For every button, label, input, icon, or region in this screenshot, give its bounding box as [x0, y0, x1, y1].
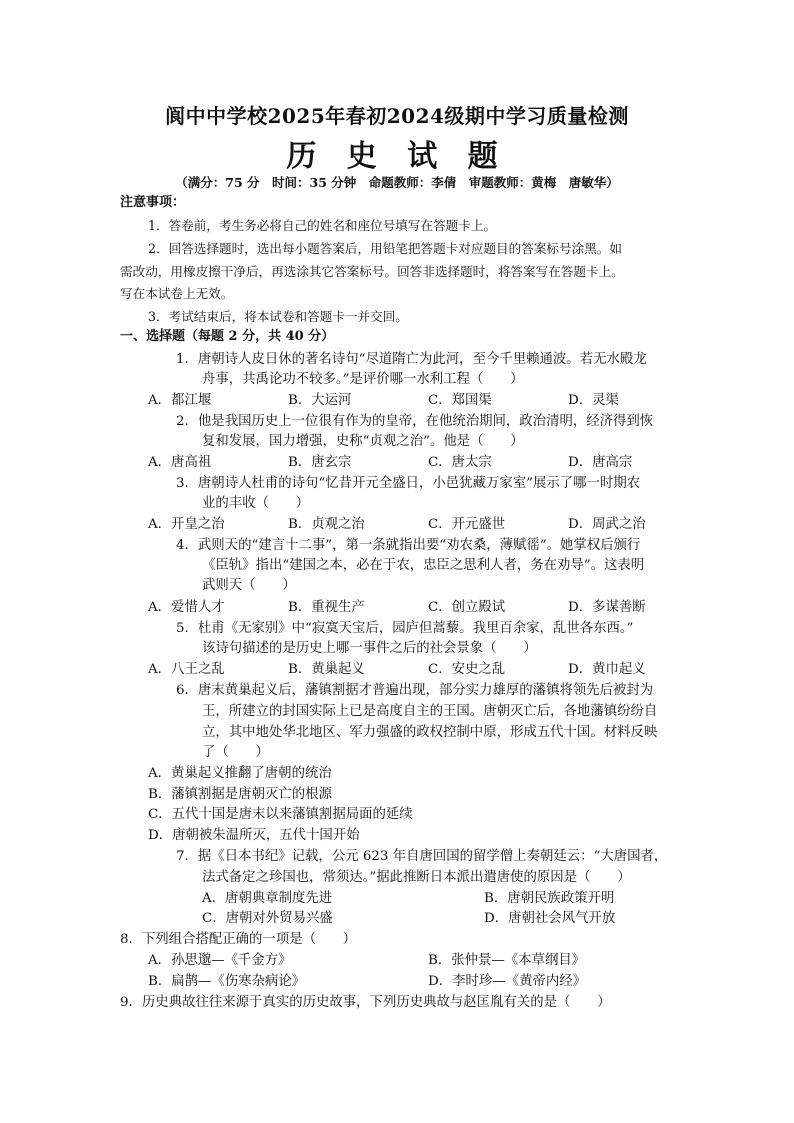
question-8-option-b[interactable]: B．张仲景—《本草纲目》 [428, 953, 586, 968]
question-3-stem-cont: 业的丰收（ ） [202, 496, 310, 511]
question-4-option-b[interactable]: B．重视生产 [288, 600, 365, 615]
question-7-option-d[interactable]: D．唐朝社会风气开放 [484, 911, 616, 926]
note-item-3: 3．考试结束后，将本试卷和答题卡一并交回。 [148, 309, 408, 324]
question-7-option-a[interactable]: A．唐朝典章制度先进 [202, 891, 333, 906]
question-6-option-b[interactable]: B．藩镇割据是唐朝灭亡的根源 [148, 787, 332, 802]
question-3-option-a[interactable]: A．开皇之治 [148, 517, 225, 532]
question-1-option-b[interactable]: B．大运河 [288, 393, 352, 408]
question-2-option-b[interactable]: B．唐玄宗 [288, 455, 352, 470]
question-1-option-a[interactable]: A．都江堰 [148, 393, 212, 408]
question-5-option-b[interactable]: B．黄巢起义 [288, 662, 365, 677]
question-6-stem-cont3: 了（ ） [202, 745, 269, 760]
question-7-option-c[interactable]: C．唐朝对外贸易兴盛 [202, 911, 333, 926]
school-exam-title: 阆中中学校2025年春初2024级期中学习质量检测 [165, 104, 629, 128]
question-8-option-d[interactable]: D．李时珍—《黄帝内经》 [428, 974, 587, 989]
question-3-option-d[interactable]: D．周武之治 [568, 517, 646, 532]
section-title: 一、选择题（每题 2 分，共 40 分） [120, 329, 335, 344]
question-5-stem-cont: 该诗句描述的是历史上哪一事件之后的社会景象（ ） [202, 641, 537, 656]
question-7-stem-cont: 法式备定之珍国也，常须达。”据此推断日本派出遣唐使的原因是（ ） [202, 870, 631, 885]
question-4-option-c[interactable]: C．创立殿试 [428, 600, 506, 615]
question-4-stem-cont2: 武则天（ ） [202, 578, 296, 593]
question-2-option-c[interactable]: C．唐太宗 [428, 455, 492, 470]
question-3-option-c[interactable]: C．开元盛世 [428, 517, 506, 532]
question-5-option-c[interactable]: C．安史之乱 [428, 662, 506, 677]
question-6-option-d[interactable]: D．唐朝被朱温所灭，五代十国开始 [148, 828, 360, 843]
question-4-stem-cont: 《臣轨》指出“建国之本，必在于农，忠臣之思利人者，务在劝导”。这表明 [202, 558, 645, 573]
question-4-option-d[interactable]: D．多谋善断 [568, 600, 646, 615]
question-6-stem-cont: 王，所建立的封国实际上已是高度自主的王国。唐朝灭亡后，各地藩镇纷纷自 [202, 704, 658, 719]
question-8-stem: 8．下列组合搭配正确的一项是（ ） [120, 932, 357, 947]
question-8-option-a[interactable]: A．孙思邈—《千金方》 [148, 953, 292, 968]
note-item-1: 1．答卷前，考生务必将自己的姓名和座位号填写在答题卡上。 [148, 218, 497, 233]
question-6-option-c[interactable]: C．五代十国是唐末以来藩镇割据局面的延续 [148, 807, 413, 822]
question-5-stem: 5．杜甫《无家别》中“寂寞天宝后，园庐但蒿藜。我里百余家，乱世各东西。” [176, 621, 634, 636]
question-7-stem: 7．据《日本书纪》记载，公元 623 年自唐回国的留学僧上奏朝廷云：“大唐国者， [176, 849, 668, 864]
question-4-stem: 4．武则天的“建言十二事”，第一条就指出要“劝农桑，薄赋徭”。她掌权后颁行 [176, 538, 641, 553]
notes-title: 注意事项： [120, 195, 186, 210]
subject-title: 历 史 试 题 [286, 139, 508, 174]
exam-meta-info: （满分：75 分 时间：35 分钟 命题教师：李倩 审题教师：黄梅 唐敏华） [175, 175, 619, 190]
question-2-stem: 2．他是我国历史上一位很有作为的皇帝，在他统治期间，政治清明，经济得到恢 [176, 414, 654, 429]
question-8-option-c[interactable]: B．扁鹊—《伤寒杂病论》 [148, 974, 306, 989]
note-item-2-cont: 需改动，用橡皮擦干净后，再选涂其它答案标号。回答非选择题时，将答案写在答题卡上。 [120, 264, 624, 279]
question-3-stem: 3．唐朝诗人杜甫的诗句“忆昔开元全盛日，小邑犹藏万家室”展示了哪一时期农 [176, 476, 641, 491]
question-6-stem: 6．唐末黄巢起义后，藩镇割据才普遍出现，部分实力雄厚的藩镇将领先后被封为 [176, 683, 654, 698]
note-item-2: 2．回答选择题时，选出每小题答案后，用铅笔把答题卡对应题目的答案标号涂黑。如 [148, 241, 622, 256]
question-5-option-a[interactable]: A．八王之乱 [148, 662, 225, 677]
question-1-stem-cont: 舟事，共禹论功不较多。”是评价哪一水利工程（ ） [202, 372, 524, 387]
question-4-option-a[interactable]: A．爱惜人才 [148, 600, 225, 615]
question-6-stem-cont2: 立，其中地处华北地区、军力强盛的政权控制中原，形成五代十国。材料反映 [202, 725, 658, 740]
question-2-option-d[interactable]: D．唐高宗 [568, 455, 633, 470]
question-1-option-c[interactable]: C．郑国渠 [428, 393, 492, 408]
question-5-option-d[interactable]: D．黄巾起义 [568, 662, 646, 677]
question-2-stem-cont: 复和发展，国力增强，史称“贞观之治”。他是（ ） [202, 434, 524, 449]
question-7-option-b[interactable]: B．唐朝民族政策开明 [484, 891, 615, 906]
question-9-stem: 9．历史典故往往来源于真实的历史故事，下列历史典故与赵匡胤有关的是（ ） [120, 995, 611, 1010]
question-3-option-b[interactable]: B．贞观之治 [288, 517, 365, 532]
question-1-stem: 1．唐朝诗人皮日休的著名诗句“尽道隋亡为此河，至今千里赖通波。若无水殿龙 [176, 352, 647, 367]
note-item-2-cont2: 写在本试卷上无效。 [120, 286, 234, 301]
question-6-option-a[interactable]: A．黄巢起义推翻了唐朝的统治 [148, 766, 332, 781]
question-1-option-d[interactable]: D．灵渠 [568, 393, 619, 408]
question-2-option-a[interactable]: A．唐高祖 [148, 455, 212, 470]
